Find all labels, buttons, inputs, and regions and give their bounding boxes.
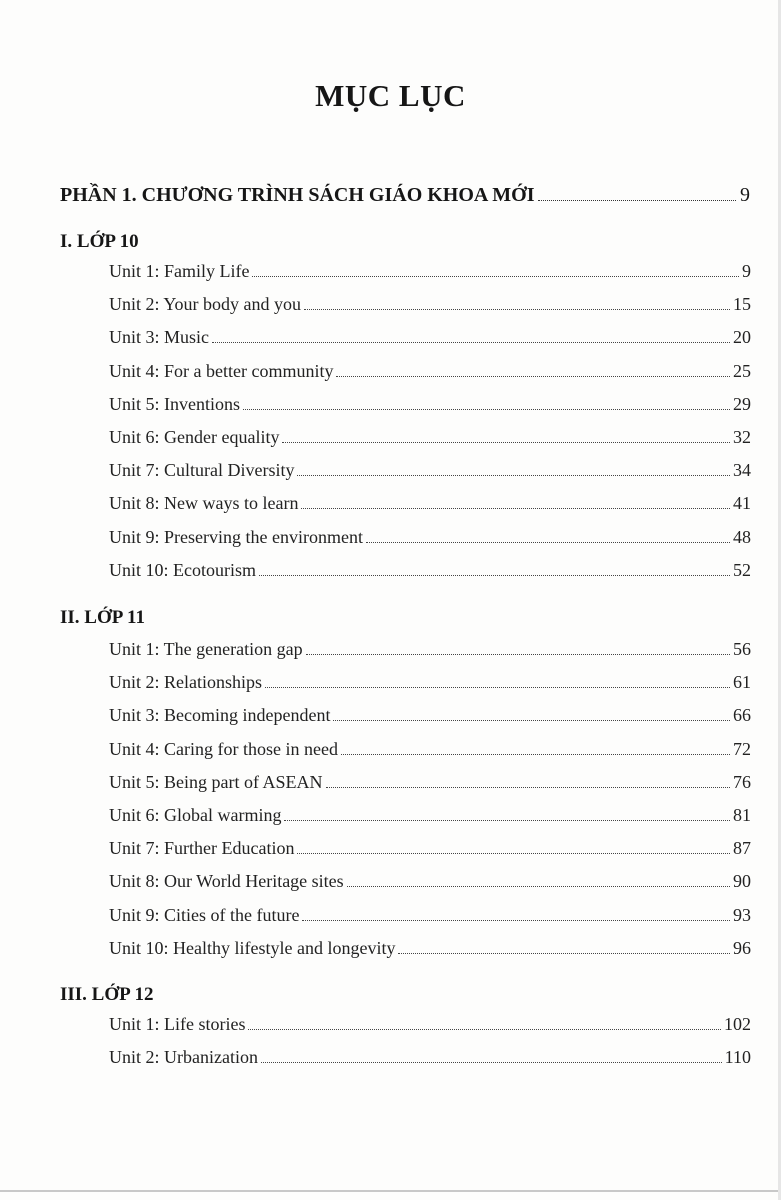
dot-leader <box>282 442 730 443</box>
dot-leader <box>326 787 731 788</box>
toc-entry-label: Unit 3: Music <box>109 327 210 348</box>
toc-entry-page-number: 29 <box>733 393 751 414</box>
toc-entry-label: Unit 2: Relationships <box>109 672 262 693</box>
toc-entry-page-number: 32 <box>733 426 751 447</box>
toc-entry-label: Unit 5: Inventions <box>109 393 240 414</box>
dot-leader <box>284 820 730 821</box>
toc-entry-page-number: 41 <box>733 493 751 514</box>
toc-entry[interactable] <box>109 527 751 560</box>
toc-entry[interactable] <box>109 294 751 327</box>
toc-entry[interactable] <box>109 1014 751 1047</box>
dot-leader <box>297 475 730 476</box>
section-entries-lop-12 <box>109 1014 751 1080</box>
page-title: MỤC LỤC <box>315 78 466 113</box>
part-heading-page-number: 9 <box>740 184 750 206</box>
dot-leader <box>243 409 730 410</box>
dot-leader <box>297 853 730 854</box>
toc-entry[interactable] <box>109 327 751 360</box>
toc-entry-page-number: 15 <box>733 294 751 315</box>
toc-entry[interactable] <box>109 361 751 394</box>
toc-entry-page-number: 61 <box>733 672 751 693</box>
dot-leader <box>347 886 730 887</box>
section-heading-lop-11: II. LỚP 11 <box>60 607 145 628</box>
toc-entry-page-number: 110 <box>724 1047 751 1068</box>
dot-leader <box>341 754 730 755</box>
toc-entry[interactable] <box>109 639 751 672</box>
toc-entry-page-number: 81 <box>733 804 751 825</box>
part-heading-label: PHẦN 1. CHƯƠNG TRÌNH SÁCH GIÁO KHOA MỚI <box>60 184 535 206</box>
dot-leader <box>301 508 730 509</box>
toc-entry[interactable] <box>109 460 751 493</box>
toc-entry-label: Unit 6: Gender equality <box>109 426 280 447</box>
toc-entry[interactable] <box>109 261 751 294</box>
toc-entry-label: Unit 10: Ecotourism <box>109 559 256 580</box>
dot-leader <box>212 342 730 343</box>
toc-entry[interactable] <box>109 1047 751 1080</box>
toc-entry-page-number: 72 <box>733 738 751 759</box>
dot-leader <box>248 1029 721 1030</box>
toc-entry-page-number: 25 <box>733 360 751 381</box>
toc-entry-label: Unit 1: The generation gap <box>109 639 303 659</box>
toc-entry-page-number: 52 <box>733 559 751 580</box>
dot-leader <box>259 575 730 576</box>
toc-entry-label: Unit 8: Our World Heritage sites <box>109 871 344 892</box>
toc-entry-page-number: 48 <box>733 526 751 547</box>
dot-leader <box>306 654 730 655</box>
toc-entry-label: Unit 2: Your body and you <box>109 294 302 315</box>
toc-entry[interactable] <box>109 938 751 971</box>
dot-leader <box>538 200 736 201</box>
toc-entry-page-number: 90 <box>733 871 751 892</box>
toc-entry-label: Unit 5: Being part of ASEAN <box>109 771 323 792</box>
toc-entry-label: Unit 7: Cultural Diversity <box>109 460 295 481</box>
toc-entry-label: Unit 9: Preserving the environment <box>109 526 363 547</box>
section-heading-lop-12: III. LỚP 12 <box>60 984 154 1005</box>
toc-entry-page-number: 96 <box>733 937 751 958</box>
dot-leader <box>252 276 739 277</box>
dot-leader <box>304 309 730 310</box>
toc-entry[interactable] <box>109 905 751 938</box>
toc-entry[interactable] <box>109 705 751 738</box>
toc-entry[interactable] <box>109 493 751 526</box>
toc-entry[interactable] <box>109 805 751 838</box>
dot-leader <box>336 376 730 377</box>
section-entries-lop-11 <box>109 639 751 971</box>
toc-entry[interactable] <box>109 739 751 772</box>
toc-entry-page-number: 9 <box>742 261 751 281</box>
dot-leader <box>366 542 730 543</box>
toc-entry-label: Unit 3: Becoming independent <box>109 705 331 726</box>
dot-leader <box>302 920 730 921</box>
toc-entry-page-number: 34 <box>733 460 751 481</box>
toc-entry[interactable] <box>109 427 751 460</box>
toc-entry-label: Unit 7: Further Education <box>109 838 295 859</box>
part-heading[interactable] <box>60 184 750 207</box>
dot-leader <box>333 720 730 721</box>
toc-entry-label: Unit 1: Life stories <box>109 1014 246 1034</box>
toc-entry-page-number: 87 <box>733 838 751 859</box>
toc-entry-page-number: 93 <box>733 904 751 925</box>
toc-entry-label: Unit 10: Healthy lifestyle and longevity <box>109 937 396 958</box>
toc-entry-page-number: 102 <box>724 1014 751 1034</box>
dot-leader <box>398 953 730 954</box>
toc-entry[interactable] <box>109 672 751 705</box>
dot-leader <box>261 1062 722 1063</box>
section-entries-lop-10 <box>109 261 751 593</box>
toc-entry-page-number: 20 <box>733 327 751 348</box>
toc-entry[interactable] <box>109 560 751 593</box>
toc-entry-label: Unit 2: Urbanization <box>109 1047 258 1068</box>
toc-entry-page-number: 56 <box>733 639 751 659</box>
toc-entry-label: Unit 1: Family Life <box>109 261 250 281</box>
toc-entry[interactable] <box>109 871 751 904</box>
toc-entry-page-number: 66 <box>733 705 751 726</box>
dot-leader <box>265 687 730 688</box>
section-heading-lop-10: I. LỚP 10 <box>60 231 139 252</box>
toc-entry-label: Unit 4: For a better community <box>109 360 334 381</box>
page-bottom-edge <box>0 1190 781 1192</box>
toc-entry[interactable] <box>109 394 751 427</box>
toc-entry[interactable] <box>109 838 751 871</box>
toc-entry-label: Unit 9: Cities of the future <box>109 904 300 925</box>
toc-entry-label: Unit 6: Global warming <box>109 804 282 825</box>
toc-entry-label: Unit 4: Caring for those in need <box>109 738 338 759</box>
toc-entry-page-number: 76 <box>733 771 751 792</box>
toc-entry-label: Unit 8: New ways to learn <box>109 493 299 514</box>
toc-entry[interactable] <box>109 772 751 805</box>
